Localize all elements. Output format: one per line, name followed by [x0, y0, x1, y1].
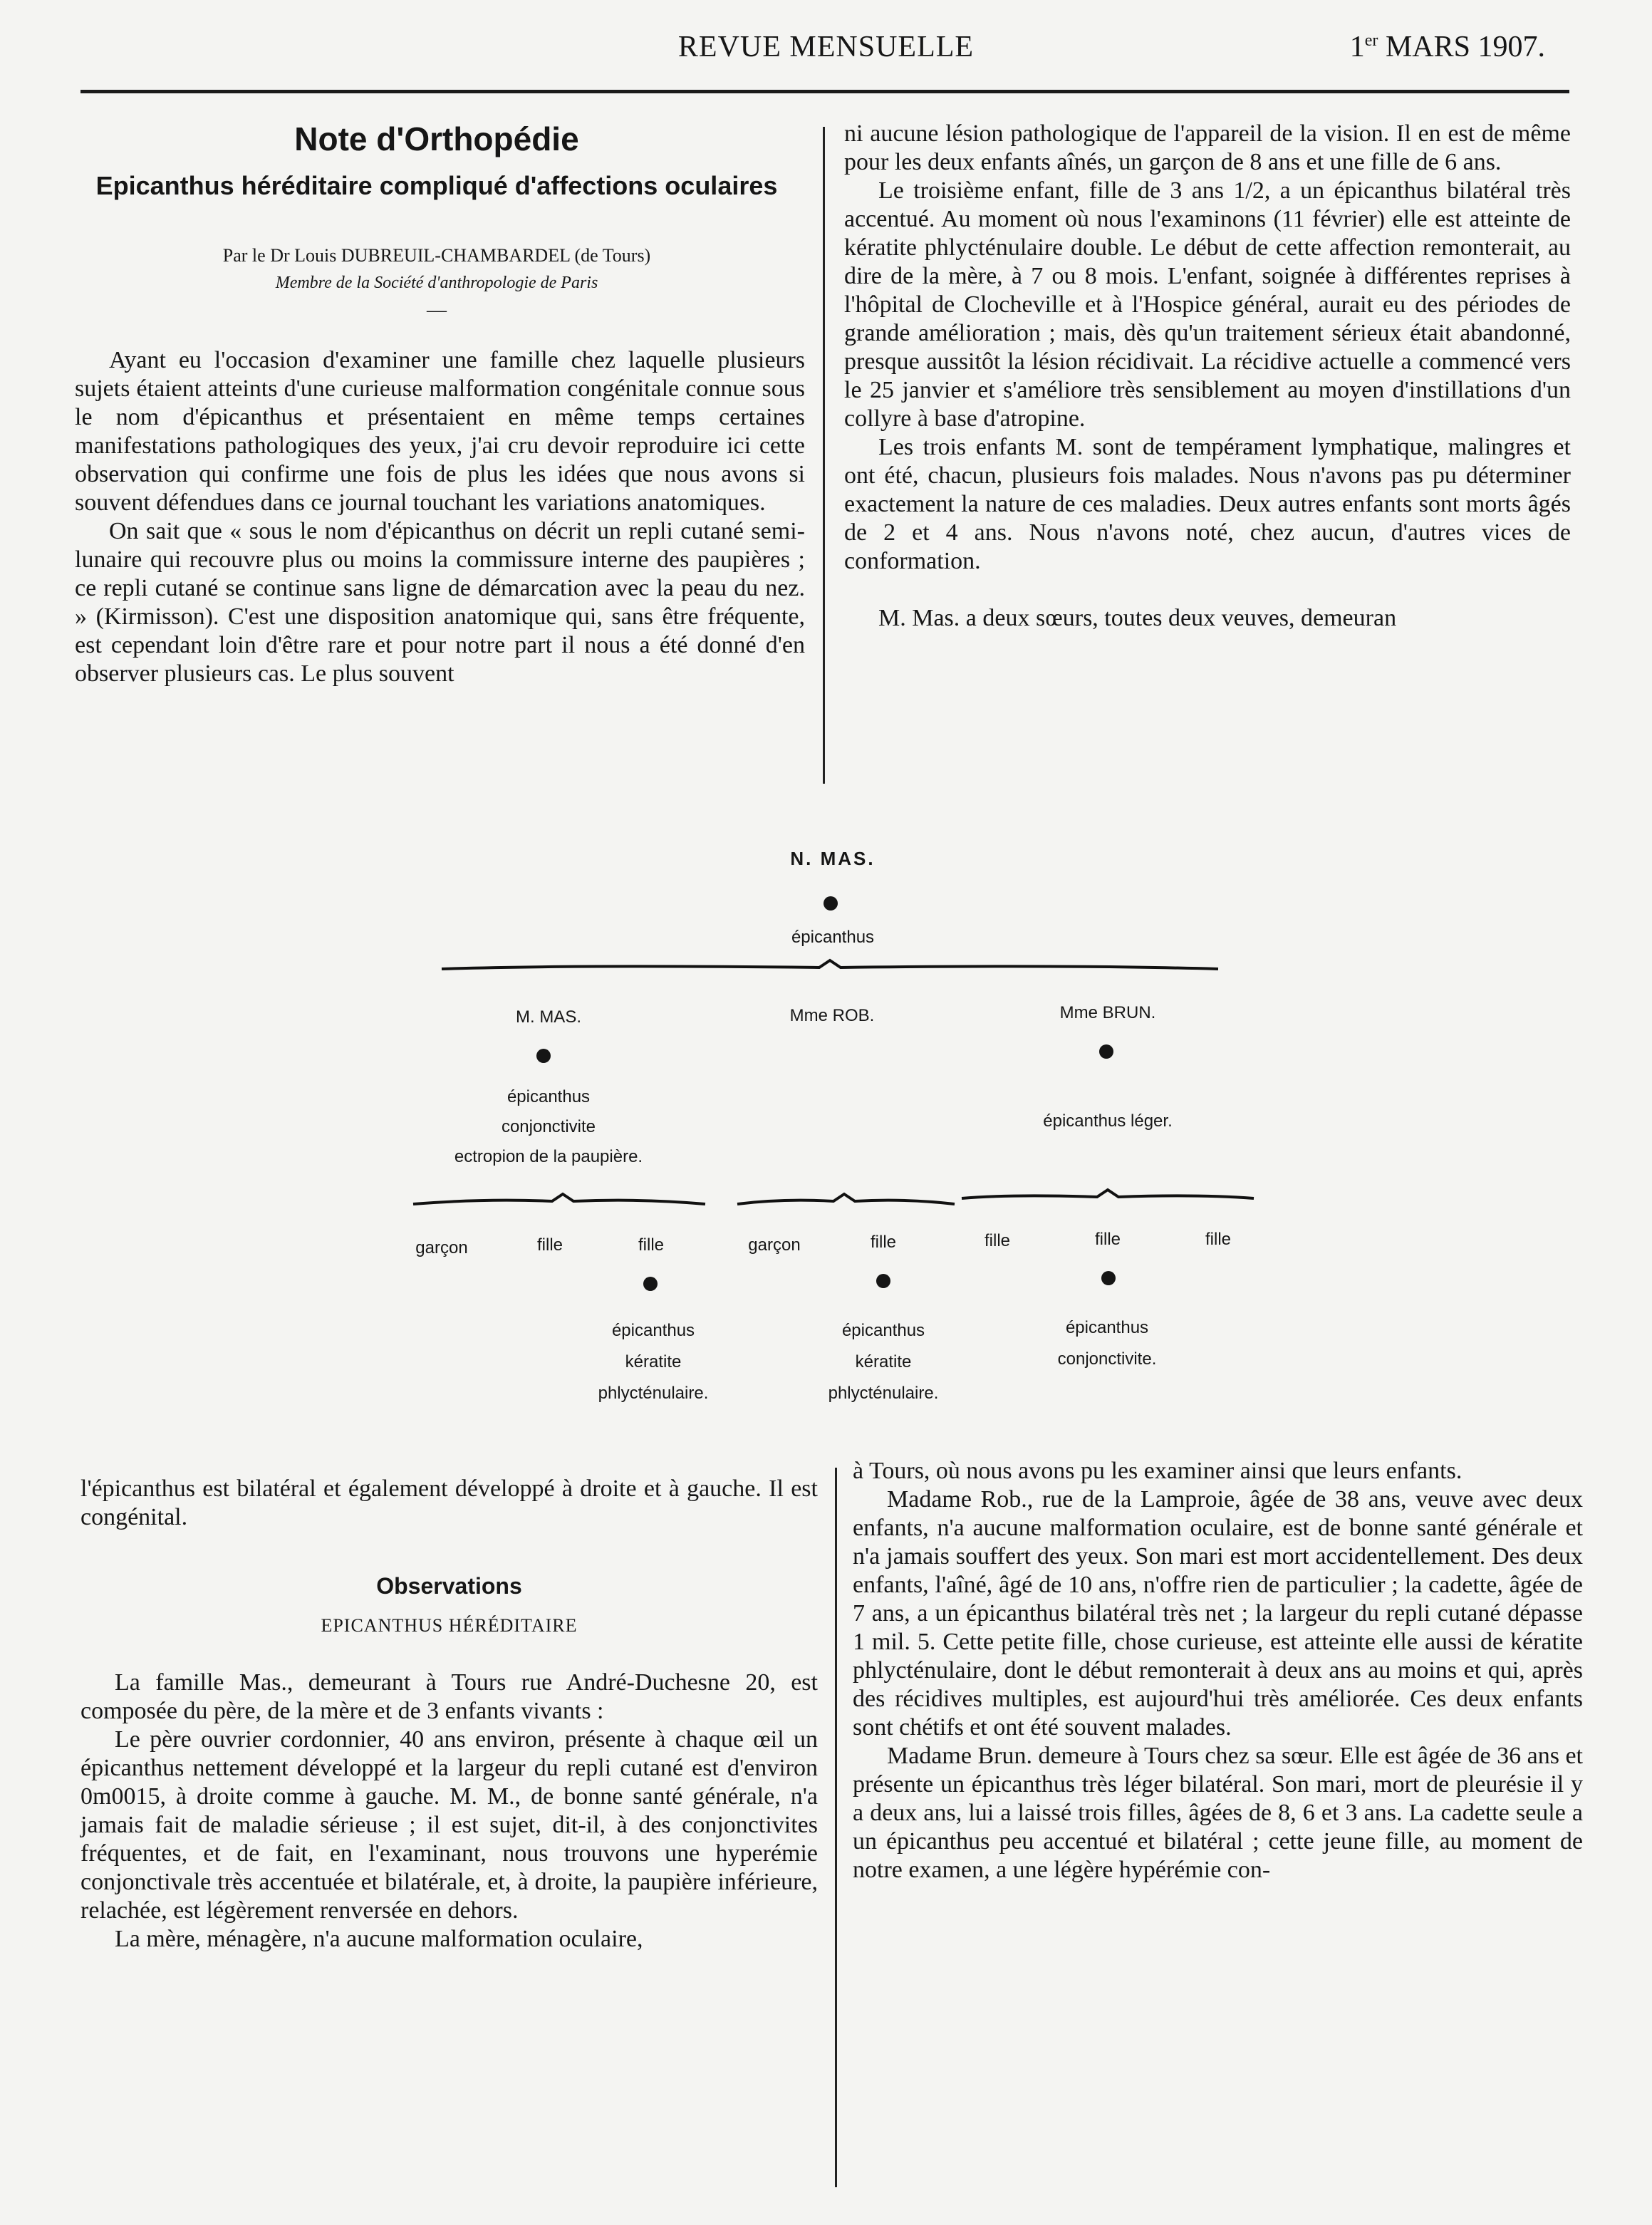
subsection-heading: EPICANTHUS HÉRÉDITAIRE: [321, 1615, 578, 1636]
affected-marker: [824, 896, 838, 911]
gen2-name: Mme BRUN.: [1059, 1003, 1156, 1022]
journal-title: REVUE MENSUELLE: [677, 31, 975, 63]
gen3-name: fille: [638, 1235, 664, 1255]
date-month-year: MARS 1907.: [1378, 31, 1545, 63]
paragraph: Le troisième enfant, fille de 3 ans 1/2, a un épicanthus bilatéral très accentué. Au moment où nous l'examinons (11 février) elle est atteinte de kératite phlycténulaire double. Le début de cette affection remonterait, au dire de la mère, à 7 ou 8 mois. L'enfant, soignée à différentes reprises à l'hôpital de Clocheville et à l'Hospice général, aurait eu des périodes de grande amélioration ; mais, dès qu'un traitement sérieux était abandonné, presque aussitôt la lésion récidivait. La récidive actuelle a commencé vers le 25 janvier et s'améliore très sensiblement au moyen d'instillations d'un collyre à base d'atropine.: [844, 177, 1571, 432]
gen3-name: garçon: [415, 1238, 468, 1257]
byline: Par le Dr Louis DUBREUIL-CHAMBARDEL (de Tours): [222, 245, 651, 266]
affected-marker: [536, 1049, 551, 1063]
gen3-note: épicanthus: [1065, 1318, 1149, 1337]
gen2-note: épicanthus: [506, 1087, 591, 1106]
gen2-name: M. MAS.: [515, 1007, 581, 1027]
gen3-name: garçon: [748, 1235, 801, 1255]
paragraph: Les trois enfants M. sont de tempérament lymphatique, malingres et ont été, chacun, plusieurs fois malades. Nous n'avons pas pu déterminer exactement la nature de ces maladies. Deux autres enfants sont morts âgés de 2 et 4 ans. Nous n'avons noté, chez aucun, d'autres vices de conformation.: [844, 434, 1571, 574]
paragraph: l'épicanthus est bilatéral et également développé à droite et à gauche. Il est congénital.: [80, 1475, 818, 1530]
column-right-bottom: [853, 1457, 1583, 1884]
gen3-name: fille: [1094, 1230, 1121, 1249]
gen3-note: kératite: [625, 1352, 682, 1371]
paragraph: La mère, ménagère, n'a aucune malformation oculaire,: [115, 1926, 643, 1952]
affected-marker: [643, 1277, 658, 1291]
gen2-name: Mme ROB.: [789, 1006, 875, 1025]
section-title: Note d'Orthopédie: [294, 120, 579, 157]
gen2-note: conjonctivite: [501, 1117, 596, 1136]
gen3-note: phlycténulaire.: [828, 1384, 939, 1403]
issue-date: [1350, 30, 1545, 64]
affected-marker: [1101, 1271, 1116, 1285]
paragraph: à Tours, où nous avons pu les examiner ainsi que leurs enfants.: [853, 1458, 1463, 1484]
date-ordinal: er: [1364, 31, 1378, 50]
paragraph: ni aucune lésion pathologique de l'appareil de la vision. Il en est de même pour les deux enfants aînés, un garçon de 8 ans et une fille de 6 ans.: [844, 120, 1571, 175]
gen3-note: phlycténulaire.: [598, 1384, 709, 1403]
paragraph: Madame Rob., rue de la Lamproie, âgée de 38 ans, veuve avec deux enfants, n'a aucune malformation oculaire, est de bonne santé générale et n'a jamais souffert des yeux. Son mari est mort accidentellement. Des deux enfants, l'aîné, âgé de 10 ans, n'offre rien de particulier ; la cadette, âgée de 7 ans, a un épicanthus bilatéral très net ; la largeur du repli cutané dépasse 1 mil. 5. Cette petite fille, chose curieuse, est atteinte elle aussi de kératite phlycténulaire, dont le début remonterait à deux ans au moins et qui, après des récidives multiples, est aujourd'hui très améliorée. Ces deux enfants sont chétifs et ont été souvent malades.: [853, 1486, 1583, 1741]
gen3-name: fille: [1205, 1230, 1231, 1249]
gen3-note: épicanthus: [841, 1321, 925, 1340]
gen2-note: ectropion de la paupière.: [454, 1147, 643, 1166]
gen3-name: fille: [984, 1231, 1010, 1250]
root-note: épicanthus: [791, 928, 875, 947]
gen3-note: kératite: [855, 1352, 912, 1371]
separator-dash: —: [427, 299, 447, 321]
article-title: Epicanthus héréditaire compliqué d'affections oculaires: [95, 171, 778, 200]
affected-marker: [876, 1274, 890, 1288]
gen3-note: conjonctivite.: [1057, 1349, 1157, 1369]
root-name: N. MAS.: [790, 848, 876, 869]
affected-marker: [1099, 1044, 1113, 1059]
gen3-note: épicanthus: [611, 1321, 695, 1340]
paragraph: On sait que « sous le nom d'épicanthus on décrit un repli cutané semi-lunaire qui recouvre plus ou moins la commissure interne des paupières ; ce repli cutané se continue sans ligne de démarcation avec la peau du nez. » (Kirmisson). C'est une disposition anatomique qui, sans être fréquente, est cependant loin d'être rare et pour notre part il nous a été donné d'en observer plusieurs cas. Le plus souvent: [75, 518, 805, 687]
gen3-name: fille: [536, 1235, 563, 1255]
gen3-name: fille: [870, 1233, 896, 1252]
family-tree-diagram: [0, 834, 1652, 1425]
paragraph: Madame Brun. demeure à Tours chez sa sœur. Elle est âgée de 36 ans et présente un épicanthus très léger bilatéral. Son mari, mort de pleurésie il y a deux ans, lui a laissé trois filles, âgées de 8, 6 et 3 ans. La cadette seule a un épicanthus peu accentué et bilatéral ; cette jeune fille, au moment de notre examen, a une légère hypérémie con-: [853, 1743, 1583, 1883]
header-rule: [80, 90, 1569, 93]
affiliation: Membre de la Société d'anthropologie de Paris: [275, 274, 598, 292]
paragraph: Ayant eu l'occasion d'examiner une famille chez laquelle plusieurs sujets étaient atteints d'une curieuse malformation congénitale connue sous le nom d'épicanthus et présentaient en même temps certaines manifestations pathologiques des yeux, j'ai cru devoir reproduire ici cette observation qui confirme une fois de plus les idées que nous avons si souvent défendues dans ce journal touchant les variations anatomiques.: [75, 347, 805, 516]
column-left-top: [75, 346, 805, 688]
column-left-bottom: [80, 1475, 818, 1954]
paragraph: M. Mas. a deux sœurs, toutes deux veuves, demeuran: [878, 605, 1397, 631]
paragraph: Le père ouvrier cordonnier, 40 ans environ, présente à chaque œil un épicanthus nettement développé et la largeur du repli cutané est d'environ 0m0015, à droite comme à gauche. M. M., de bonne santé générale, n'a jamais fait de maladie sérieuse ; il est sujet, dit-il, à des conjonctivites fréquentes, et de fait, en l'examinant, nous trouvons une hyperémie conjonctivale très accentuée et bilatérale, et, à droite, la paupière inférieure, relachée, est légèrement renversée en dehors.: [80, 1726, 818, 1924]
date-day: 1: [1349, 31, 1365, 63]
gen2-note: épicanthus léger.: [1043, 1111, 1173, 1131]
paragraph: La famille Mas., demeurant à Tours rue André-Duchesne 20, est composée du père, de la mère et de 3 enfants vivants :: [80, 1669, 818, 1724]
column-separator: [835, 1468, 837, 2187]
column-separator: [823, 127, 825, 784]
section-heading: Observations: [376, 1573, 522, 1599]
column-right-top: [844, 120, 1571, 633]
